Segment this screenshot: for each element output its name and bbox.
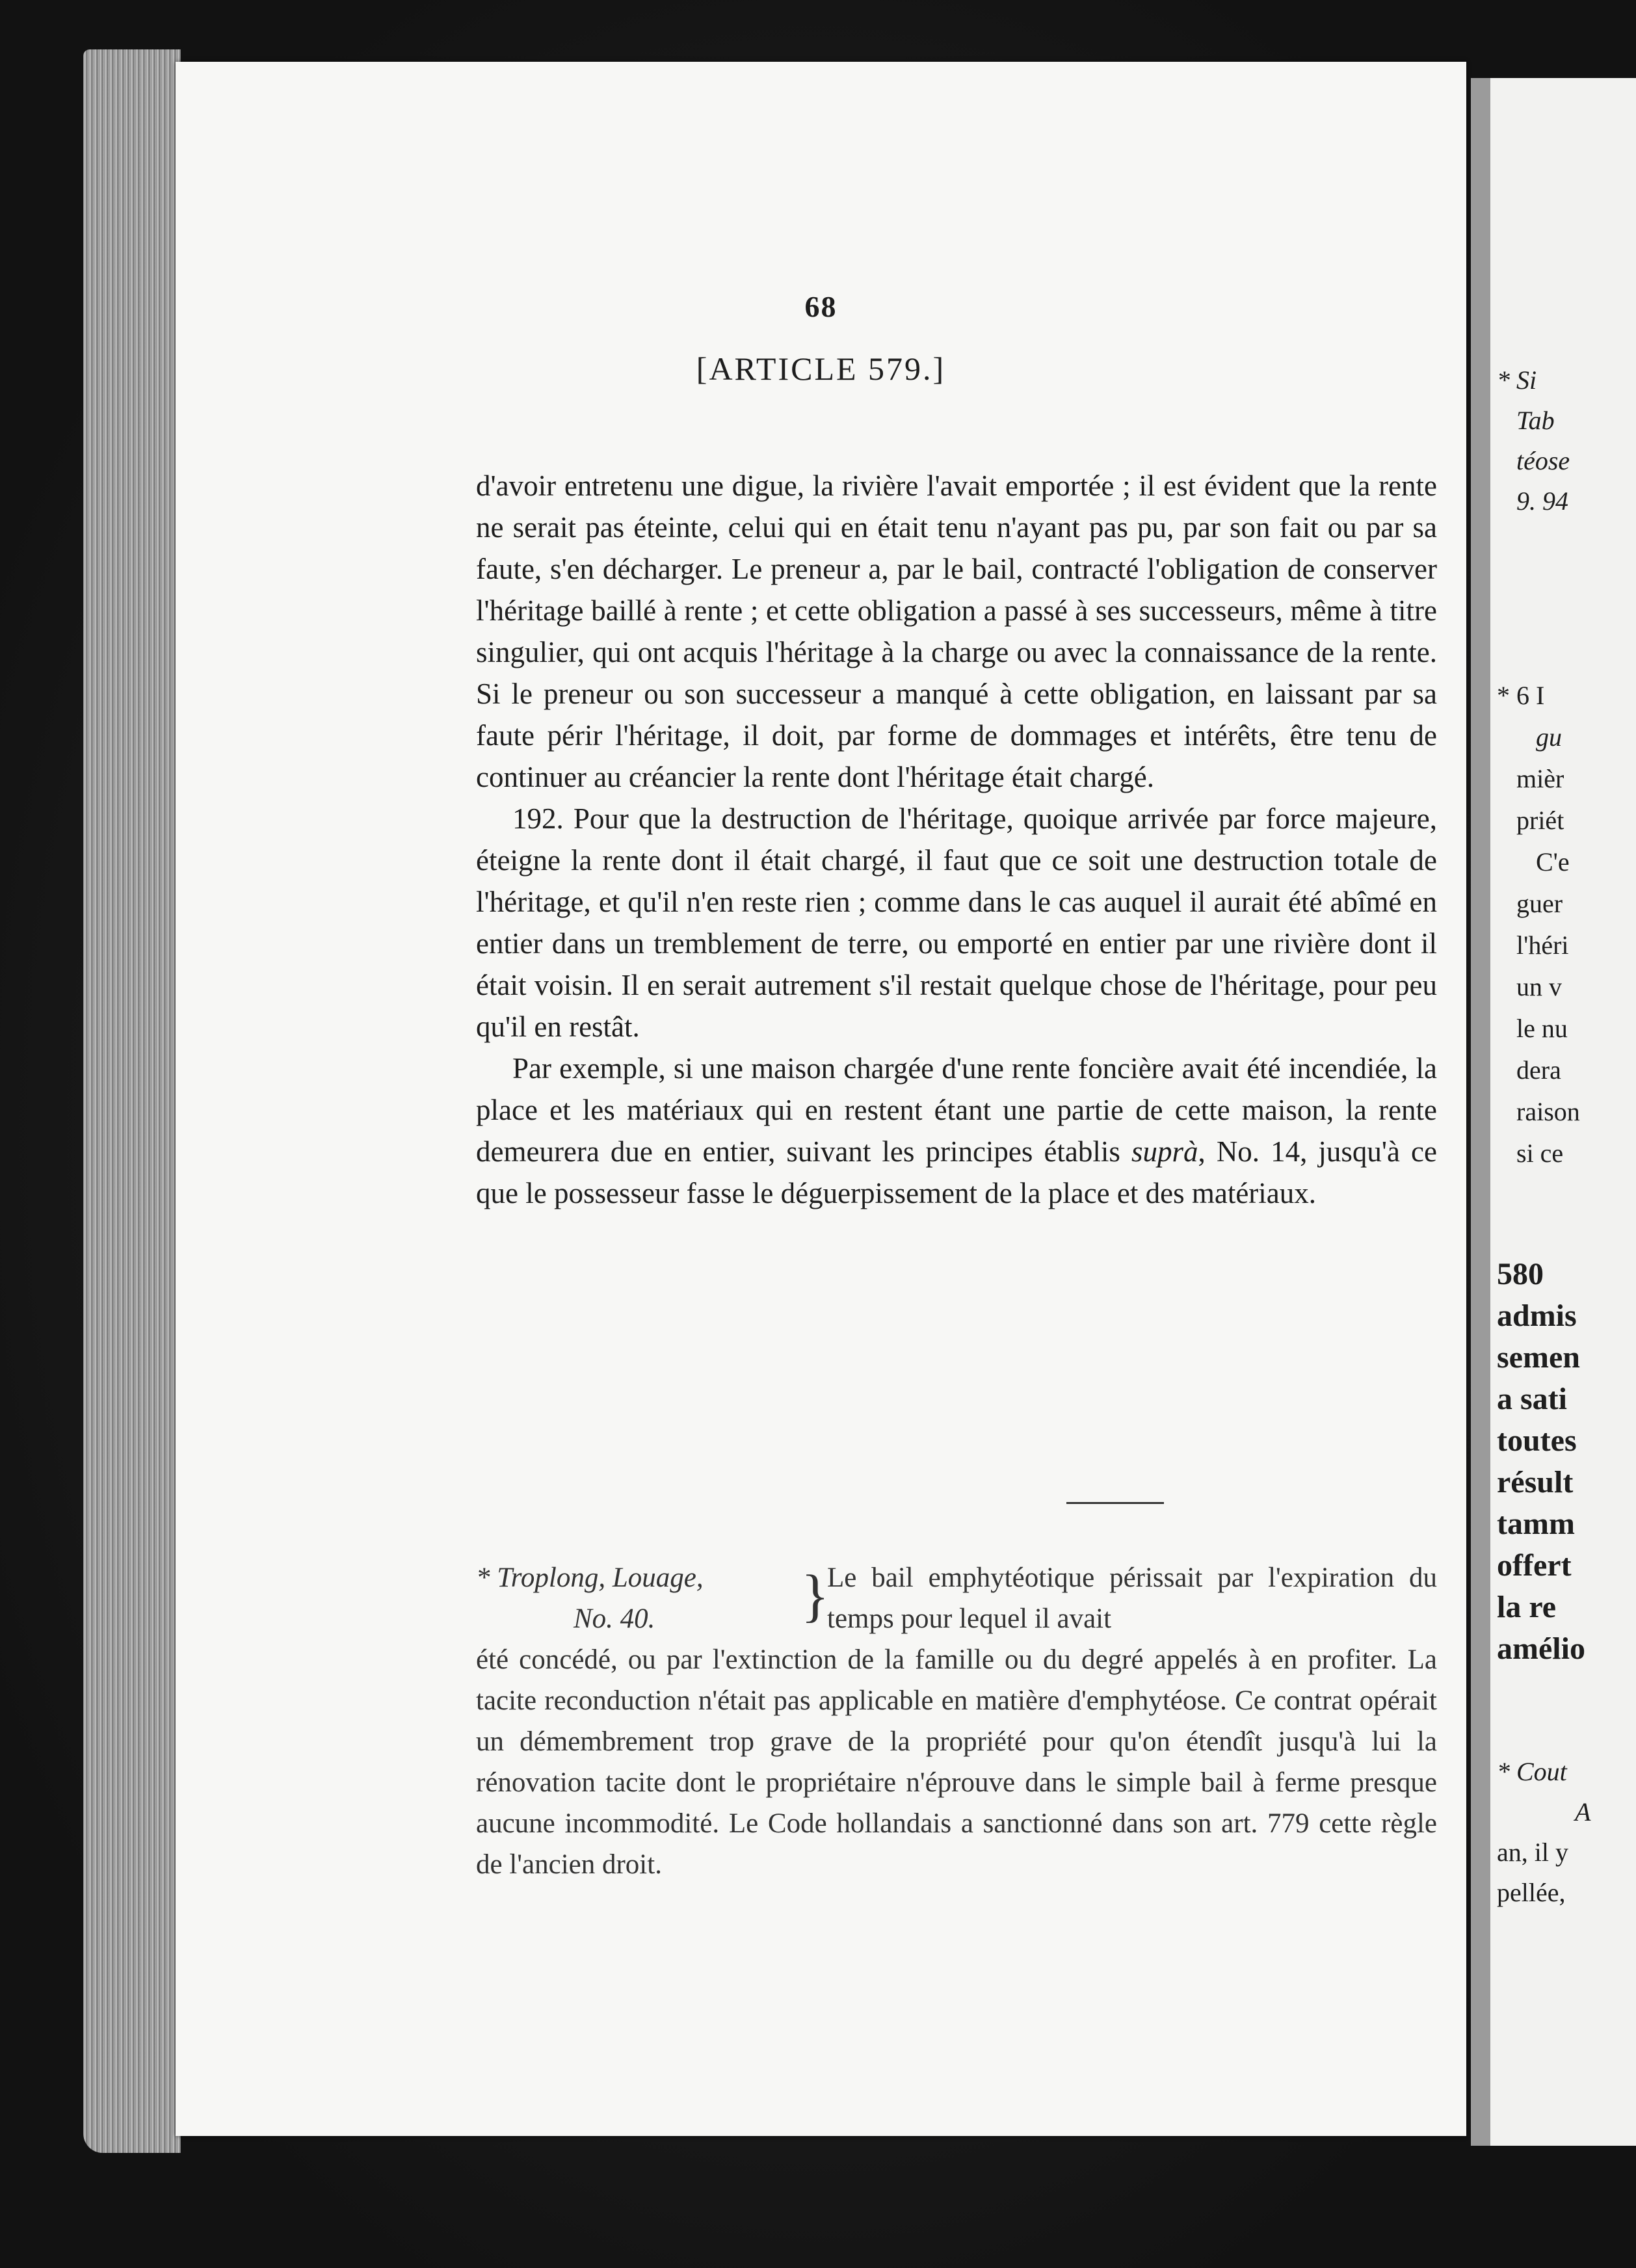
section-divider	[1066, 1502, 1164, 1504]
article-header: [ARTICLE 579.]	[696, 350, 946, 387]
adjacent-page-line: an, il y	[1497, 1838, 1568, 1867]
page-number: 68	[804, 290, 838, 323]
adjacent-page-line: tamm	[1497, 1507, 1575, 1541]
footnote-head	[476, 1557, 1437, 1639]
adjacent-page-line: toutes	[1497, 1423, 1577, 1458]
adjacent-page-line: raison	[1516, 1097, 1580, 1126]
paragraph-2: 192. Pour que la destruction de l'héritage, quoique arrivée par force majeure, éteigne la rente dont il était chargé, il faut que ce soit une destruction totale de l'héritage, et qu'il n'en reste rien ; comme dans le cas auquel il aurait été abîmé en entier dans un tremblement de terre, ou emporté en entier par une rivière dont il était voisin. Il en serait autrement s'il restait quelque chose de l'héritage, pour peu qu'il en restât.	[476, 802, 1437, 1043]
adjacent-page-line: guer	[1516, 889, 1563, 918]
adjacent-page-line: Tab	[1516, 406, 1555, 435]
adjacent-page-line: C'e	[1536, 847, 1570, 877]
adjacent-page-line: le nu	[1516, 1014, 1568, 1043]
adjacent-page-line: priét	[1516, 806, 1564, 835]
adjacent-page-line: * 6 I	[1497, 681, 1545, 710]
paragraph-3-text-b: , No. 14, jusqu'à ce que le possesseur fasse le déguerpissement de la place et des matériaux.	[476, 1135, 1437, 1209]
adjacent-page-line: un v	[1516, 972, 1562, 1001]
adjacent-page-line: * Cout	[1497, 1757, 1567, 1786]
adjacent-page-line: résult	[1497, 1465, 1574, 1499]
page-stack-edge	[83, 49, 181, 2153]
paragraph-3-text-a: Par exemple, si une maison chargée d'une rente foncière avait été incendiée, la place et les matériaux qui en restent étant une partie de cette maison, la rente demeurera due en entier, suivant les principes établis	[476, 1052, 1437, 1168]
adjacent-page-line: gu	[1536, 722, 1562, 752]
footnote-first-lines: Le bail emphytéotique périssait par l'expiration du temps pour lequel il avait	[827, 1563, 1437, 1634]
paragraph-3	[476, 1048, 1437, 1214]
adjacent-page-line: semen	[1497, 1340, 1580, 1375]
paragraph-1: d'avoir entretenu une digue, la rivière l'avait emportée ; il est évident que la rente ne serait pas éteinte, celui qui en était tenu n'ayant pas pu, par son fait ou par sa faute, s'en décharger. Le preneur a, par le bail, contracté l'obligation de conserver l'héritage baillé à rente ; et cette obligation a passé à ses successeurs, même à titre singulier, qui ont acquis l'héritage à la charge ou avec la connaissance de la rente. Si le preneur ou son successeur a manqué à cette obligation, en laissant par sa faute périr l'héritage, il doit, par forme de dommages et intérêts, être tenu de continuer au créancier la rente dont l'héritage était chargé.	[476, 469, 1437, 793]
adjacent-page-line: dera	[1516, 1055, 1561, 1085]
adjacent-page-line: admis	[1497, 1299, 1577, 1333]
adjacent-page-line: si ce	[1516, 1139, 1564, 1168]
adjacent-page-line: téose	[1516, 446, 1570, 475]
footnote-ref-line-1: * Troplong, Louage,	[476, 1563, 704, 1593]
paragraph-3-italic: suprà	[1131, 1135, 1198, 1168]
adjacent-page-line: mièr	[1516, 764, 1564, 793]
adjacent-page-line: * Si	[1497, 365, 1537, 395]
adjacent-page-line: a sati	[1497, 1382, 1567, 1416]
footnote-reference	[476, 1557, 801, 1639]
footnote-ref-line-2: No. 40.	[574, 1603, 655, 1634]
adjacent-page	[1471, 78, 1636, 2146]
footnote	[476, 1557, 1437, 1885]
adjacent-page-line: offert	[1497, 1548, 1572, 1583]
adjacent-page-line: amélio	[1497, 1631, 1585, 1666]
adjacent-page-line: la re	[1497, 1590, 1557, 1624]
adjacent-page-line: A	[1575, 1797, 1591, 1826]
adjacent-page-line: pellée,	[1497, 1878, 1566, 1907]
adjacent-page-line: 9. 94	[1516, 486, 1568, 516]
adjacent-page-line: 580	[1497, 1257, 1544, 1291]
adjacent-page-line: l'héri	[1516, 930, 1569, 960]
book-page	[176, 62, 1466, 2136]
footnote-body: été concédé, ou par l'extinction de la famille ou du degré appelés à en profiter. La tacite reconduction n'était pas applicable en matière d'emphytéose. Ce contrat opérait un démembrement trop grave de la propriété pour qu'on étendît jusqu'à lui la rénovation tacite dont le propriétaire n'éprouve dans le simple bail à ferme presque aucune incommodité. Le Code hollandais a sanctionné dans son art. 779 cette règle de l'ancien droit.	[476, 1644, 1437, 1880]
brace-glyph: }	[801, 1564, 830, 1628]
main-text	[476, 465, 1437, 1214]
